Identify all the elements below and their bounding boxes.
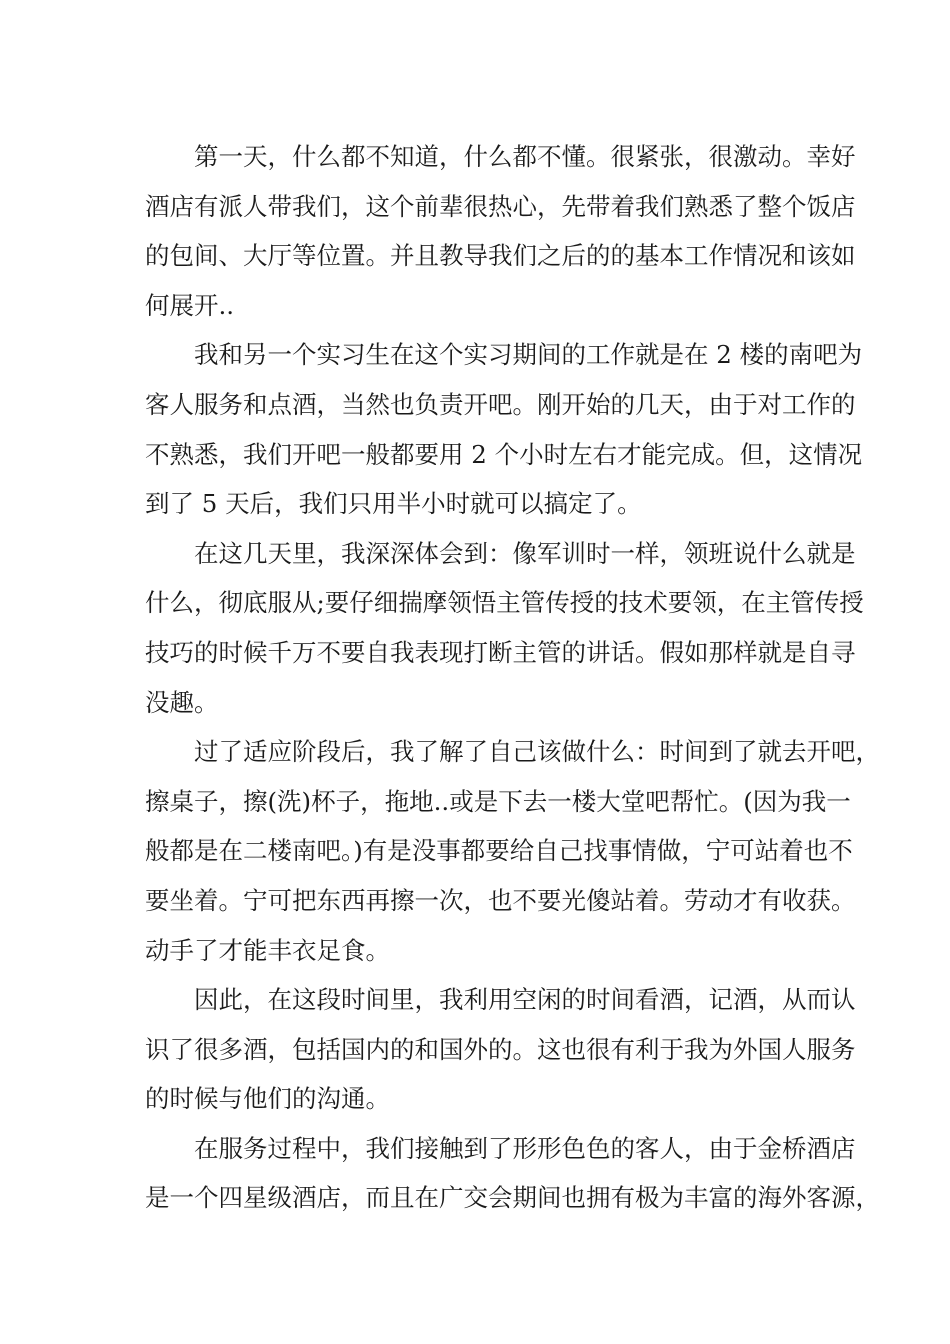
paragraph-2 bbox=[145, 330, 863, 528]
text-line: 到了 5 天后，我们只用半小时就可以搞定了。 bbox=[145, 489, 642, 519]
paragraph-3 bbox=[145, 529, 864, 727]
text-line: 般都是在二楼南吧。)有是没事都要给自己找事情做，宁可站着也不 bbox=[145, 836, 853, 866]
text-line: 过了适应阶段后，我了解了自己该做什么：时间到了就去开吧， bbox=[194, 737, 880, 767]
text-line: 我和另一个实习生在这个实习期间的工作就是在 2 楼的南吧为 bbox=[194, 340, 863, 370]
paragraph-6 bbox=[145, 1124, 880, 1223]
paragraph-1 bbox=[145, 132, 856, 330]
text-line: 在服务过程中，我们接触到了形形色色的客人，由于金桥酒店 bbox=[194, 1133, 856, 1163]
document-body bbox=[145, 132, 880, 1223]
text-line: 是一个四星级酒店，而且在广交会期间也拥有极为丰富的海外客源， bbox=[145, 1183, 880, 1213]
paragraph-4 bbox=[145, 727, 880, 975]
text-line: 动手了才能丰衣足食。 bbox=[145, 935, 390, 965]
text-line: 要坐着。宁可把东西再擦一次，也不要光傻站着。劳动才有收获。 bbox=[145, 885, 856, 915]
text-line: 擦桌子，擦(洗)杯子，拖地..或是下去一楼大堂吧帮忙。(因为我一 bbox=[145, 786, 851, 816]
text-line: 因此，在这段时间里，我利用空闲的时间看酒，记酒，从而认 bbox=[194, 985, 856, 1015]
paragraph-5 bbox=[145, 975, 856, 1124]
text-line: 在这几天里，我深深体会到：像军训时一样，领班说什么就是 bbox=[194, 538, 856, 568]
text-line: 何展开.. bbox=[145, 290, 235, 320]
text-line: 酒店有派人带我们，这个前辈很热心，先带着我们熟悉了整个饭店 bbox=[145, 191, 856, 221]
text-line: 第一天，什么都不知道，什么都不懂。很紧张，很激动。幸好 bbox=[194, 142, 856, 171]
text-line: 的包间、大厅等位置。并且教导我们之后的的基本工作情况和该如 bbox=[145, 241, 856, 271]
text-line: 识了很多酒，包括国内的和国外的。这也很有利于我为外国人服务 bbox=[145, 1034, 856, 1064]
text-line: 客人服务和点酒，当然也负责开吧。刚开始的几天，由于对工作的 bbox=[145, 389, 856, 419]
text-line: 不熟悉，我们开吧一般都要用 2 个小时左右才能完成。但，这情况 bbox=[145, 439, 863, 469]
text-line: 的时候与他们的沟通。 bbox=[145, 1084, 390, 1114]
text-line: 什么，彻底服从;要仔细揣摩领悟主管传授的技术要领，在主管传授 bbox=[145, 588, 864, 618]
text-line: 没趣。 bbox=[145, 687, 219, 717]
text-line: 技巧的时候千万不要自我表现打断主管的讲话。假如那样就是自寻 bbox=[145, 637, 856, 667]
